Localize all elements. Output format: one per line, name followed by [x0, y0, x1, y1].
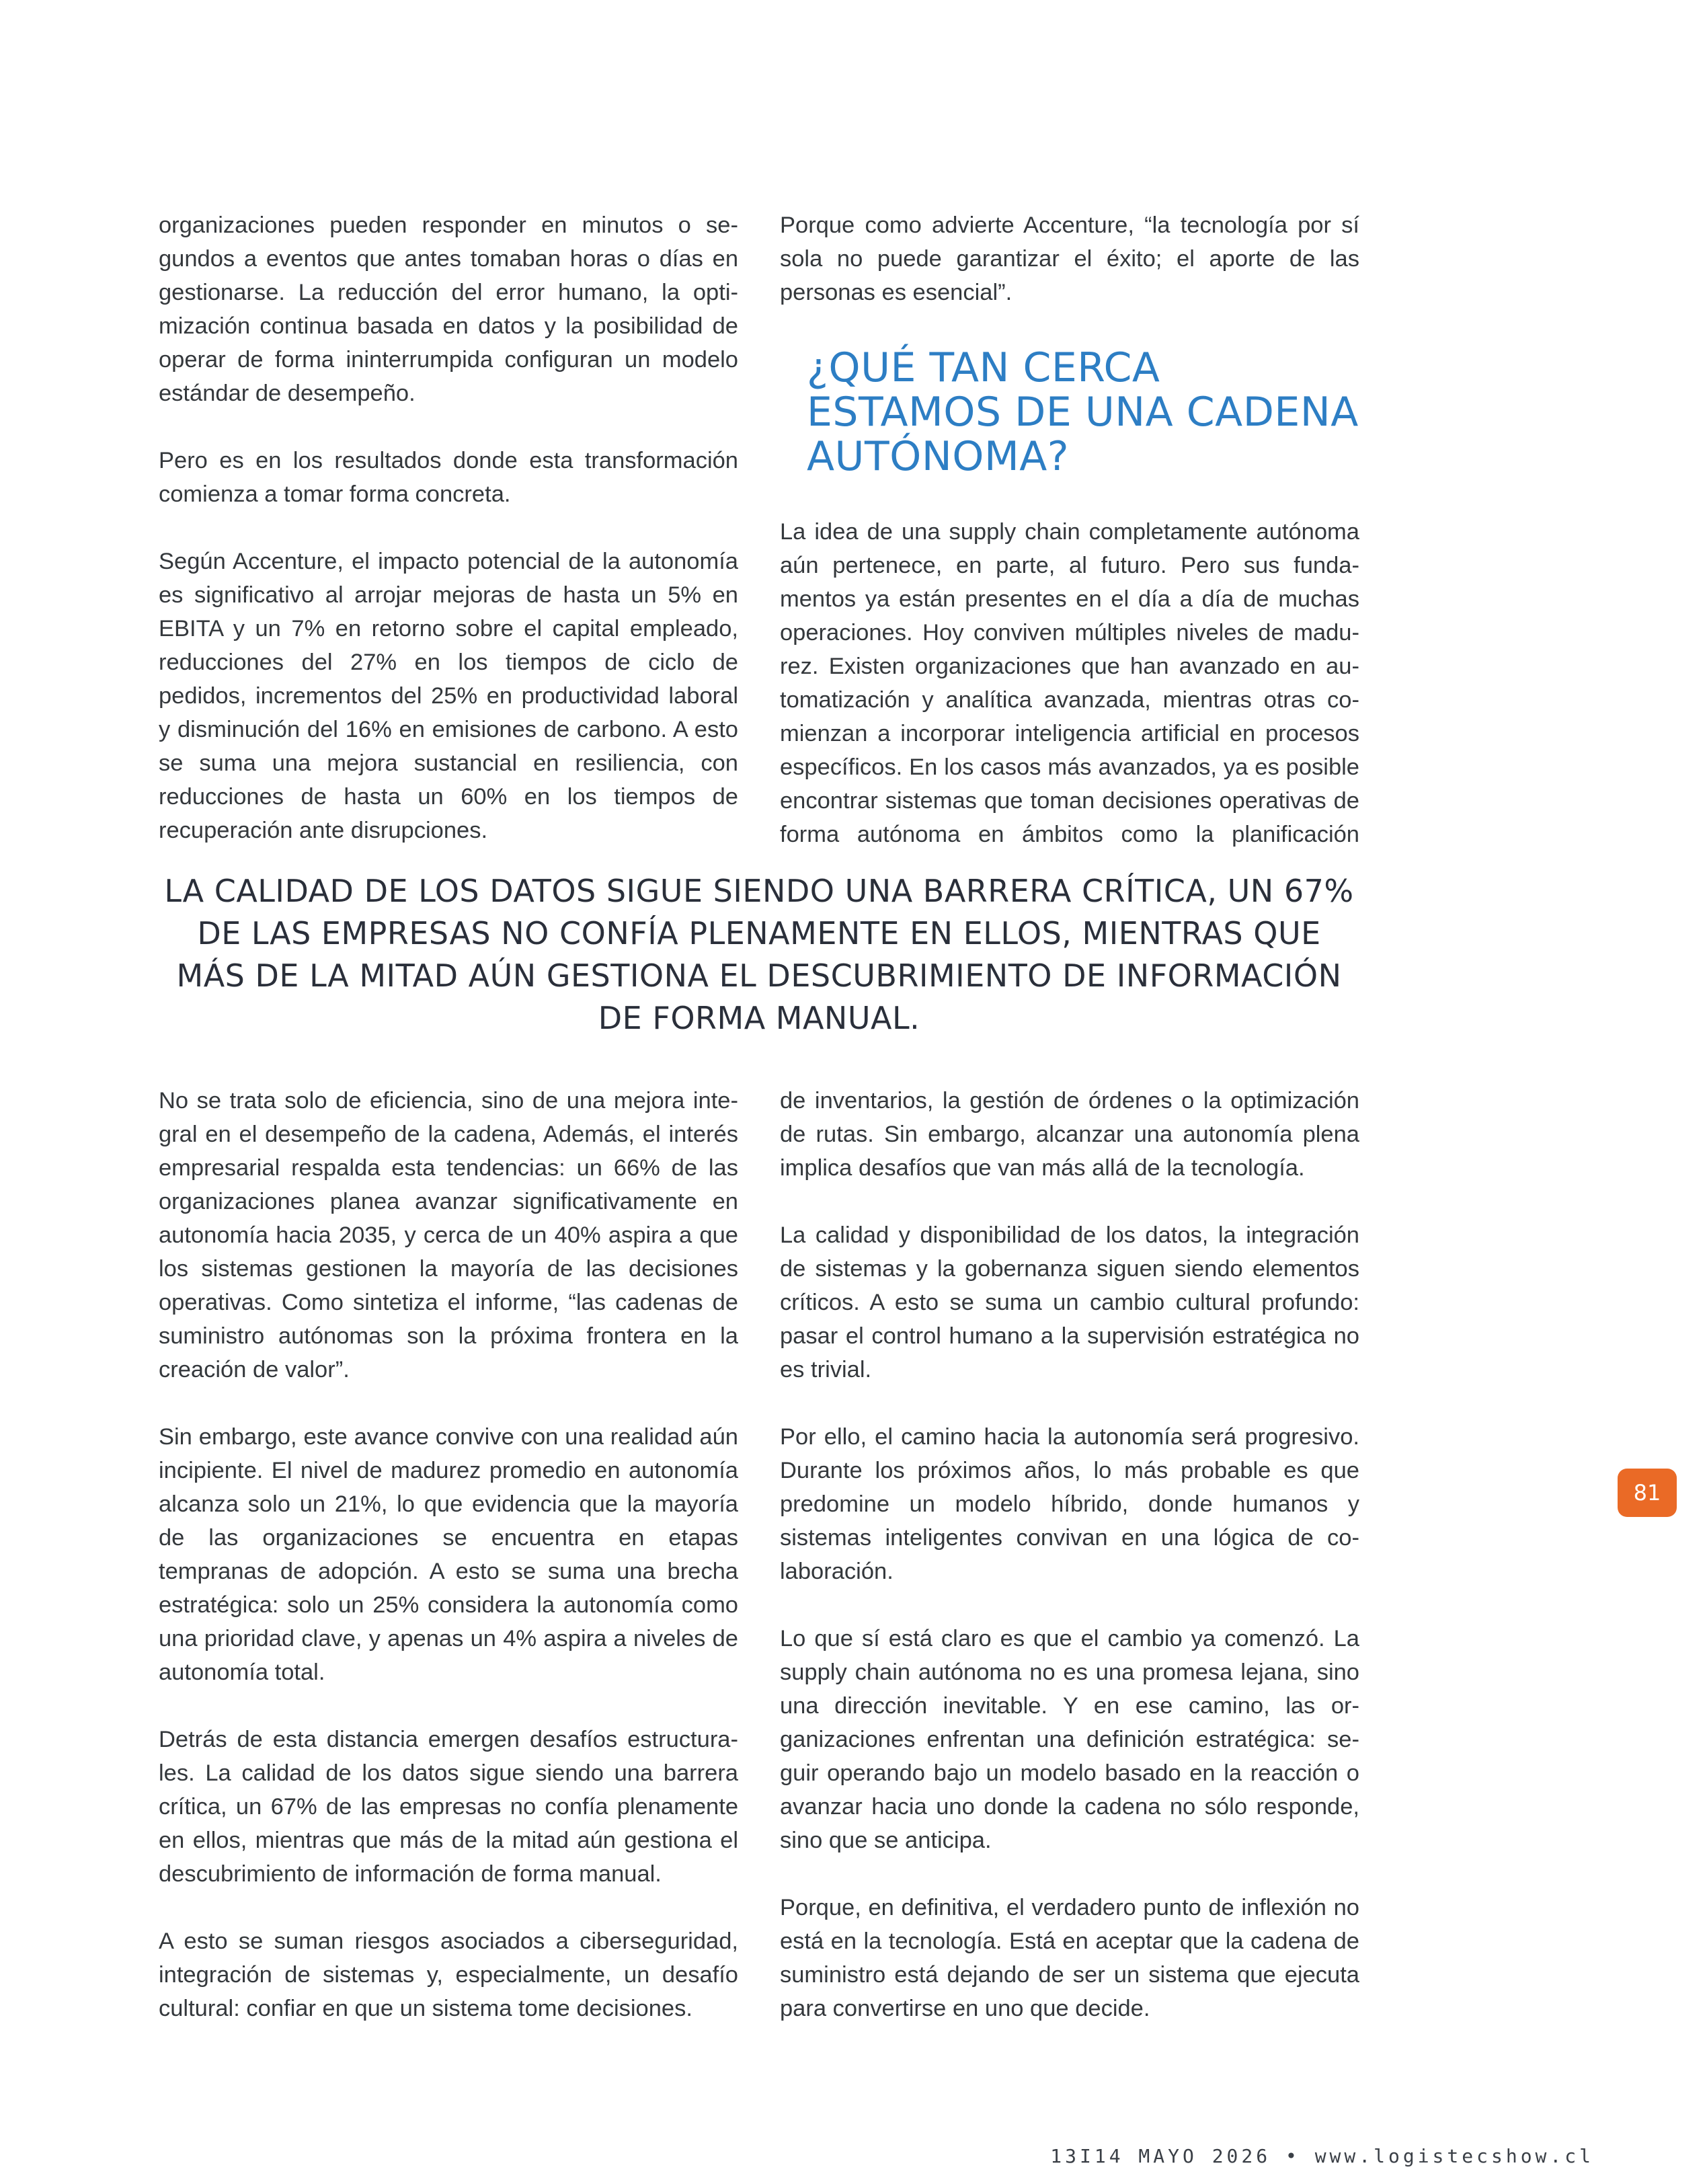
paragraph: Pero es en los resultados donde esta transformación comienza a tomar forma concreta.: [159, 448, 738, 507]
page-footer: 13I14 MAYO 2026 • www.logistecshow.cl: [1050, 2145, 1594, 2167]
paragraph: La idea de una supply chain completamente autónoma aún pertenece, en parte, al futuro. Pero sus fundamentos ya están presentes en el día a día de muchas operaciones. Hoy conviven múltiples niveles de madurez. Existen organizaciones que han avanzado en automatización y analítica avanzada, mientras otras comienzan a incorporar inteligencia artificial en procesos específicos. En los casos más avanzados, ya es posible encontrar sistemas que toman decisiones operativas de forma autónoma en ámbitos como la planificación: [780, 519, 1359, 847]
column-bottom-right: [780, 1084, 1359, 2025]
paragraph: Según Accenture, el impacto potencial de la autonomía es significativo al arrojar mejoras de hasta un 5% en EBITA y un 7% en retorno sobre el capital empleado, reducciones del 27% en los tiempos de ciclo de pedidos, incrementos del 25% en productividad laboral y disminución del 16% en emisiones de carbono. A esto se suma una mejora sustancial en resiliencia, con reducciones de hasta un 60% en los tiempos de recuperación ante disrupciones.: [159, 549, 738, 843]
pull-quote: LA CALIDAD DE LOS DATOS SIGUE SIENDO UNA BARRERA CRÍTICA, UN 67% DE LAS EMPRESAS NO CONFÍA PLENAMENTE EN ELLOS, MIENTRAS QUE MÁS DE LA MITAD AÚN GESTIONA EL DESCUBRIMIENTO DE INFORMACIÓN DE FORMA MANUAL.: [164, 873, 1354, 1036]
paragraph: Porque, en definitiva, el verdadero punto de inflexión no está en la tecnología. Está en aceptar que la cadena de suministro está dejando de ser un sistema que ejecuta para convertirse en uno que decide.: [780, 1895, 1359, 2021]
paragraph: de inventarios, la gestión de órdenes o la optimización de rutas. Sin embargo, alcanzar una autonomía plena implica desafíos que van más allá de la tecnología.: [780, 1088, 1359, 1181]
paragraph: Detrás de esta distancia emergen desafíos estructurales. La calidad de los datos sigue siendo una barrera crítica, un 67% de las empresas no confía plenamente en ellos, mientras que más de la mitad aún gestiona el descubrimiento de información de forma manual.: [159, 1727, 738, 1887]
section-heading: ¿QUÉ TAN CERCA ESTAMOS DE UNA CADENA AUTÓNOMA?: [807, 344, 1359, 480]
paragraph: Por ello, el camino hacia la autonomía será progresivo. Durante los próximos años, lo más probable es que predomine un modelo híbrido, donde humanos y sistemas inteligentes convivan en una lógica de colaboración.: [780, 1424, 1359, 1584]
paragraph: A esto se suman riesgos asociados a ciberseguridad, integración de sistemas y, especialmente, un desafío cultural: confiar en que un sistema tome decisiones.: [159, 1928, 738, 2021]
paragraph: Lo que sí está claro es que el cambio ya comenzó. La supply chain autónoma no es una promesa lejana, sino una dirección inevitable. Y en ese camino, las organizaciones enfrentan una definición estratégica: seguir operando bajo un modelo basado en la reacción o avanzar hacia uno donde la cadena no sólo responde, sino que se anticipa.: [780, 1626, 1359, 1853]
paragraph: Sin embargo, este avance convive con una realidad aún incipiente. El nivel de madurez promedio en autonomía alcanza solo un 21%, lo que evidencia que la mayoría de las organizaciones se encuentra en etapas tempranas de adopción. A esto se suma una brecha estratégica: solo un 25% considera la autonomía como una prioridad clave, y apenas un 4% aspira a niveles de autonomía total.: [159, 1424, 738, 1685]
paragraph: La calidad y disponibilidad de los datos, la integración de sistemas y la gobernanza siguen siendo elementos críticos. A esto se suma un cambio cultural profundo: pasar el control humano a la supervisión estratégica no es trivial.: [780, 1222, 1359, 1382]
column-bottom-left: [159, 1084, 738, 2025]
paragraph: Porque como advierte Accenture, “la tecnología por sí sola no puede garantizar el éxito; el aporte de las personas es esencial”.: [780, 212, 1359, 305]
paragraph: organizaciones pueden responder en minutos o segundos a eventos que antes tomaban horas o días en gestionarse. La reducción del error humano, la optimización continua basada en datos y la posibilidad de operar de forma ininterrumpida configuran un modelo estándar de desempeño.: [159, 212, 738, 406]
column-top-right: [780, 208, 1359, 851]
page-number-badge: 81: [1618, 1469, 1677, 1517]
paragraph: No se trata solo de eficiencia, sino de una mejora integral en el desempeño de la cadena, Además, el interés empresarial respalda esta tendencias: un 66% de las organizaciones planea avanzar significativamente en autonomía hacia 2035, y cerca de un 40% aspira a que los sistemas gestionen la mayoría de las decisiones operativas. Como sintetiza el informe, “las cadenas de suministro autónomas son la próxima frontera en la creación de valor”.: [159, 1088, 738, 1382]
column-top-left: [159, 208, 738, 847]
